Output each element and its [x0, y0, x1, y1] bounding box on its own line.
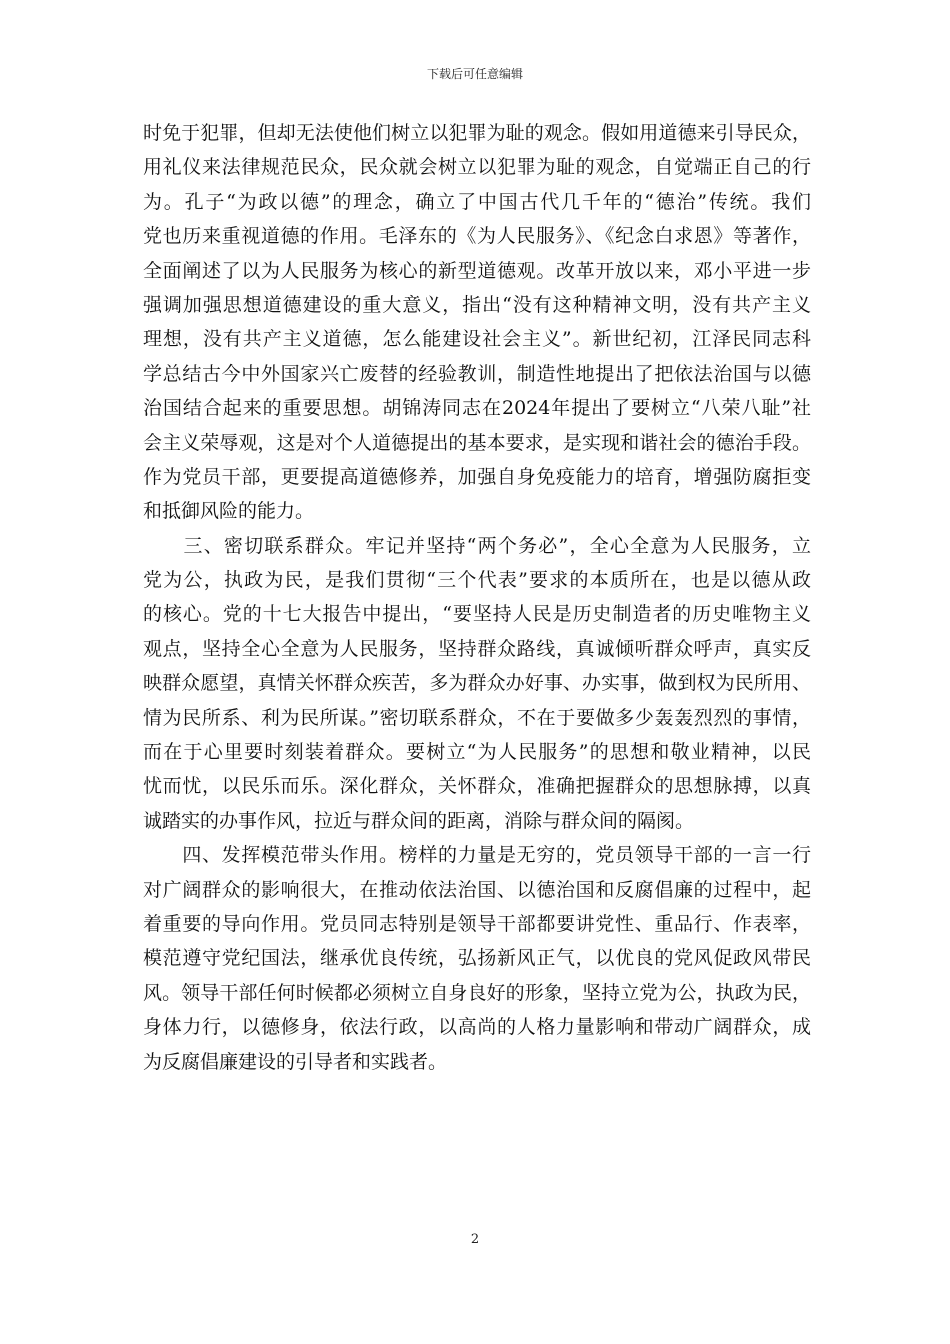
text-line: 学总结古今中外国家兴亡废替的经验教训，制造性地提出了把依法治国与以德 — [143, 362, 811, 385]
text-line: 全面阐述了以为人民服务为核心的新型道德观。改革开放以来，邓小平进一步 — [143, 259, 811, 282]
text-line: 会主义荣辱观，这是对个人道德提出的基本要求，是实现和谐社会的德治手段。 — [143, 431, 811, 454]
text-line: 诚踏实的办事作风，拉近与群众间的距离，消除与群众间的隔阂。 — [143, 809, 695, 832]
text-line: 四、发挥模范带头作用。榜样的力量是无穷的，党员领导干部的一言一行 — [143, 844, 811, 867]
text-line: 三、密切联系群众。牢记并坚持“两个务必”，全心全意为人民服务，立 — [143, 534, 811, 557]
paragraph-1 — [143, 116, 811, 529]
text-line: 用礼仪来法律规范民众，民众就会树立以犯罪为耻的观念，自觉端正自己的行 — [143, 156, 811, 179]
text-line: 映群众愿望，真情关怀群众疾苦，多为群众办好事、办实事，做到权为民所用、 — [143, 672, 811, 695]
text-line: 时免于犯罪，但却无法使他们树立以犯罪为耻的观念。假如用道德来引导民众， — [143, 122, 811, 144]
text-line: 治国结合起来的重要思想。胡锦涛同志在2024年提出了要树立“八荣八耻”社 — [143, 397, 811, 420]
text-line: 党也历来重视道德的作用。毛泽东的《为人民服务》、《纪念白求恩》等著作， — [143, 225, 811, 248]
text-line: 忧而忧，以民乐而乐。深化群众，关怀群众，准确把握群众的思想脉搏，以真 — [143, 775, 811, 798]
document-body — [143, 116, 811, 1079]
text-line: 着重要的导向作用。党员同志特别是领导干部都要讲党性、重品行、作表率， — [143, 912, 811, 935]
text-line: 风。领导干部任何时候都必须树立自身良好的形象，坚持立党为公，执政为民， — [143, 981, 811, 1004]
text-line: 为反腐倡廉建设的引导者和实践者。 — [143, 1050, 448, 1073]
text-line: 的核心。党的十七大报告中提出，“要坚持人民是历史制造者的历史唯物主义 — [143, 603, 811, 626]
text-line: 身体力行，以德修身，依法行政，以高尚的人格力量影响和带动广阔群众，成 — [143, 1016, 811, 1039]
text-line: 作为党员干部，更要提高道德修养，加强自身免疫能力的培育，增强防腐拒变 — [143, 465, 811, 488]
text-line: 对广阔群众的影响很大，在推动依法治国、以德治国和反腐倡廉的过程中，起 — [143, 878, 811, 901]
text-line: 党为公，执政为民，是我们贯彻“三个代表”要求的本质所在，也是以德从政 — [143, 569, 811, 592]
text-line: 观点，坚持全心全意为人民服务，坚持群众路线，真诚倾听群众呼声，真实反 — [143, 637, 811, 660]
paragraph-2 — [143, 529, 811, 839]
text-line: 为。孔子“为政以德”的理念，确立了中国古代几千年的“德治”传统。我们 — [143, 190, 811, 213]
text-line: 和抵御风险的能力。 — [143, 500, 315, 523]
text-line: 强调加强思想道德建设的重大意义，指出“没有这种精神文明，没有共产主义 — [143, 293, 811, 316]
page-number: 2 — [470, 1232, 480, 1247]
text-line: 模范遵守党纪国法，继承优良传统，弘扬新风正气，以优良的党风促政风带民 — [143, 947, 811, 970]
page-header: 下载后可任意编辑 — [426, 67, 523, 81]
paragraph-3 — [143, 838, 811, 1079]
text-line: 情为民所系、利为民所谋。”密切联系群众，不在于要做多少轰轰烈烈的事情， — [143, 706, 811, 729]
text-line: 理想，没有共产主义道德，怎么能建设社会主义”。新世纪初，江泽民同志科 — [143, 328, 811, 351]
text-line: 而在于心里要时刻装着群众。要树立“为人民服务”的思想和敬业精神，以民 — [143, 741, 811, 764]
